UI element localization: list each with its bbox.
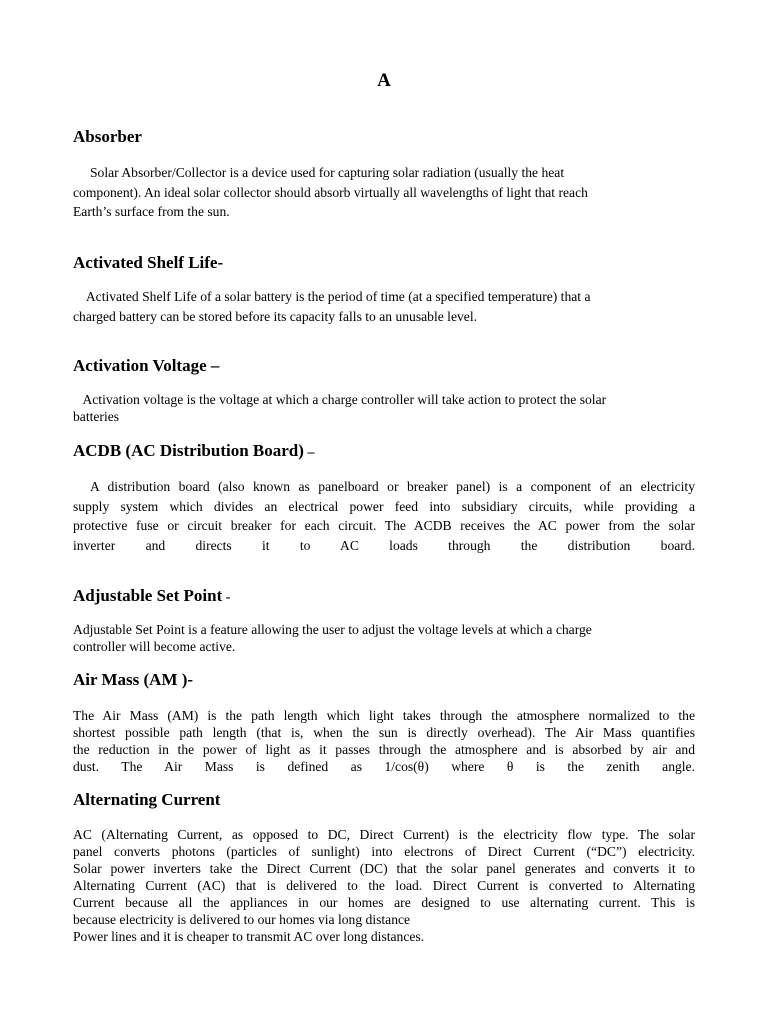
definition-line: AC (Alternating Current, as opposed to DC, Direct Current) is the electricity flow type. The solar bbox=[73, 827, 695, 842]
definition-line: component). An ideal solar collector should absorb virtually all wavelengths of light that reach bbox=[73, 184, 588, 200]
definition-acdb bbox=[73, 477, 695, 555]
term-heading-air-mass bbox=[73, 670, 695, 690]
definition-line: Current because all the appliances in our homes are designed to use alternating current. This is bbox=[73, 895, 695, 910]
term-suffix: – bbox=[303, 445, 315, 460]
term-heading-absorber bbox=[73, 127, 695, 147]
definition-line: The Air Mass (AM) is the path length which light takes through the atmosphere normalized to the bbox=[73, 708, 695, 723]
section-letter-heading: A bbox=[377, 70, 391, 91]
definition-line: Activation voltage is the voltage at which a charge controller will take action to protect the solar bbox=[73, 392, 607, 407]
definition-line: protective fuse or circuit breaker for each circuit. The ACDB receives the AC power from the solar bbox=[73, 518, 695, 533]
term-suffix: - bbox=[222, 590, 231, 605]
definition-line: supply system which divides an electrical power feed into subsidiary circuits, while providing a bbox=[73, 498, 695, 514]
definition-line: Alternating Current (AC) that is delivered to the load. Direct Current is converted to Alternating bbox=[73, 878, 695, 893]
term-heading-acdb bbox=[73, 441, 695, 463]
definition-alternating-current bbox=[73, 826, 695, 945]
definition-line: dust. The Air Mass is defined as 1/cos(θ) where θ is the zenith angle. bbox=[73, 759, 695, 774]
term-title: Activated Shelf Life- bbox=[73, 253, 224, 272]
term-title: Adjustable Set Point bbox=[73, 586, 223, 605]
definition-line: Solar power inverters take the Direct Current (DC) that the solar panel generates and converts it to bbox=[73, 861, 695, 876]
definition-line: the reduction in the power of light as it passes through the atmosphere and is absorbed by air and bbox=[73, 742, 695, 757]
term-heading-alternating-current bbox=[73, 790, 695, 810]
definition-adjustable-set-point bbox=[73, 621, 695, 655]
definition-line: inverter and directs it to AC loads through the distribution board. bbox=[73, 537, 695, 553]
definition-line: because electricity is delivered to our homes via long distance bbox=[73, 912, 411, 927]
term-title: ACDB (AC Distribution Board) bbox=[73, 441, 304, 460]
definition-line: panel converts photons (particles of sunlight) into electrons of Direct Current (“DC”) electricity. bbox=[73, 844, 695, 859]
definition-line: Activated Shelf Life of a solar battery is the period of time (at a specified temperature) that a bbox=[73, 289, 591, 304]
definition-activated-shelf-life bbox=[73, 287, 695, 326]
definition-line: Solar Absorber/Collector is a device used for capturing solar radiation (usually the heat bbox=[73, 165, 565, 180]
term-heading-activation-voltage bbox=[73, 356, 695, 376]
definition-line: Power lines and it is cheaper to transmit AC over long distances. bbox=[73, 929, 425, 944]
definition-line: Earth’s surface from the sun. bbox=[73, 204, 230, 219]
definition-line: charged battery can be stored before its capacity falls to an unusable level. bbox=[73, 308, 477, 324]
term-title: Air Mass (AM )- bbox=[73, 670, 194, 689]
term-heading-adjustable-set-point bbox=[73, 586, 695, 608]
definition-line: batteries bbox=[73, 409, 120, 424]
definition-line: Adjustable Set Point is a feature allowing the user to adjust the voltage levels at which a charge bbox=[73, 622, 592, 637]
term-title: Absorber bbox=[73, 127, 142, 146]
term-title: Alternating Current bbox=[73, 790, 221, 809]
definition-activation-voltage bbox=[73, 391, 695, 425]
definition-line: shortest possible path length (that is, when the sun is directly overhead). The Air Mass quantifies bbox=[73, 725, 695, 740]
definition-air-mass bbox=[73, 707, 695, 775]
term-heading-activated-shelf-life bbox=[73, 253, 695, 273]
definition-line: A distribution board (also known as panelboard or breaker panel) is a component of an electricity bbox=[73, 479, 696, 494]
definition-line: controller will become active. bbox=[73, 639, 236, 654]
term-title: Activation Voltage – bbox=[73, 356, 220, 375]
definition-absorber bbox=[73, 163, 695, 222]
